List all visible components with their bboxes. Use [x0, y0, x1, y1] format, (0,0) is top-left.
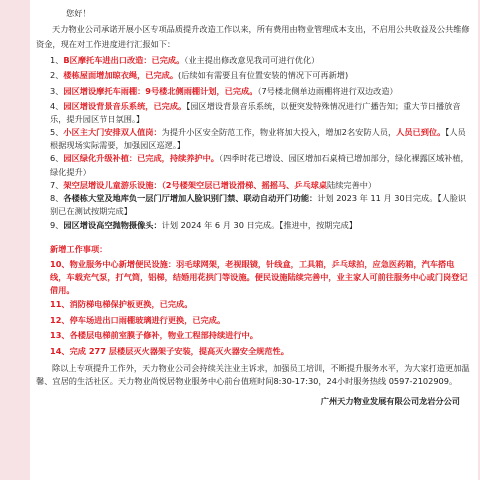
- item-title: 园区增设高空抛物摄像头：: [63, 220, 162, 231]
- item-note-highlight: 人员已到位。: [396, 126, 446, 137]
- item-title: 架空层增设儿童游乐设施：: [63, 179, 162, 190]
- item-note: （业主提出修改意见我司可进行优化）: [184, 54, 320, 65]
- new-item-13: 13、各楼层电梯前室膜子修补，物业工程部持续进行中。: [50, 330, 258, 341]
- item-note: 计划 2023 年 11 月 30日完成。【人脸识别已在测试按期完成】: [50, 192, 467, 217]
- item-note: 【园区增设背景音乐系统，以便突发特殊情况进行广播告知；重大节日播放音乐，提升园区节日氛围。】: [50, 100, 461, 124]
- progress-item-8: 8、各楼栋大堂及地库负一层门厅增加人脸识别门禁、联动自动开门功能：计划 2023 年 11 月 30日完成。【人脸识别已在测试按期完成】: [50, 192, 467, 217]
- closing-paragraph: 除以上专项提升工作外，天力物业公司会持续关注业主诉求，加强员工培训，不断提升服务水平，为大家打造更加温馨、宜居的生活社区。天力物业尚悦居物业服务中心前台值班时间8:30-17:30，24小时服务热线 0597-2102909。: [36, 362, 470, 386]
- progress-item-9: 9、园区增设高空抛物摄像头：计划 2024 年 6 月 30 日完成。【推进中，按期完成】: [50, 220, 358, 231]
- new-item-11: 11、消防梯电梯保护板更换，已完成。: [50, 299, 193, 310]
- item-title: 园区绿化升级补植：已完成，持续养护中。: [63, 153, 219, 164]
- item-title: 园区增设背景音乐系统，已完成。: [63, 100, 187, 111]
- item-title-highlight: （2号楼架空层已增设滑梯、摇摇马、乒乓球桌: [161, 179, 328, 190]
- progress-item-7: 7、架空层增设儿童游乐设施：（2号楼架空层已增设滑梯、摇摇马、乒乓球桌陆续完善中）: [50, 179, 377, 190]
- company-signature: 广州天力物业发展有限公司龙岩分公司: [320, 395, 460, 406]
- progress-item-1: 1、B区摩托车进出口改造：已完成。（业主提出修改意见我司可进行优化）: [50, 54, 320, 65]
- progress-item-2: 2、楼栋屋面增加晾衣绳，已完成。(后续如有需要且有位置安装的情况下可再新增): [50, 70, 349, 81]
- intro-paragraph: 天力物业公司承诺开展小区专项品质提升改造工作以来，所有费用由物业管理成本支出，不启用公共收益及公共维修资金，现在对工作进度进行汇报如下：: [36, 23, 470, 50]
- greeting: 您好！: [66, 8, 91, 18]
- new-item-12: 12、停车场进出口雨棚玻璃进行更换，已完成。: [50, 314, 226, 325]
- item-title: B区摩托车进出口改造：已完成。: [63, 54, 185, 65]
- progress-item-4: 4、园区增设背景音乐系统，已完成。【园区增设背景音乐系统，以便突发特殊情况进行广播告知；重大节日播放音乐，提升园区节日氛围。】: [50, 100, 461, 124]
- item-title: 各楼栋大堂及地库负一层门厅增加人脸识别门禁、联动自动开门功能：: [63, 192, 318, 203]
- item-title: 小区主大门安排双人值岗：: [63, 126, 162, 137]
- item-note-2: 【人员根据现场实际需要，加强园区巡逻。】: [50, 126, 466, 151]
- item-note: 陆续完善中）: [327, 179, 377, 190]
- item-note: 计划 2024 年 6 月 30 日完成。【推进中，按期完成】: [161, 220, 358, 231]
- notice-document: [30, 0, 478, 480]
- item-title: 楼栋屋面增加晾衣绳，已完成。: [63, 70, 179, 81]
- item-note: （四季时花已增设、园区增加石桌椅已增加部分，绿化裸露区域补植，绿化提升）: [50, 153, 469, 177]
- item-title: 园区增设摩托车雨棚：9号楼北侧雨棚计划，已完成。: [63, 85, 258, 96]
- new-item-14: 14、完成 277 层楼层灭火器架子安装，提高灭火器安全规范性。: [50, 345, 289, 356]
- item-note: (后续如有需要且有位置安装的情况下可再新增): [178, 70, 349, 81]
- progress-item-3: 3、园区增设摩托车雨棚：9号楼北侧雨棚计划，已完成。（7号楼北侧单边雨棚将进行双边改造）: [50, 85, 398, 96]
- progress-item-5: 5、小区主大门安排双人值岗：为提升小区安全防范工作，物业将加大投入，增加2名安防人员，人员已到位。【人员根据现场实际需要，加强园区巡逻。】: [50, 126, 466, 151]
- item-note: 为提升小区安全防范工作，物业将加大投入，增加2名安防人员，: [161, 126, 397, 137]
- new-item-10: 10、物业服务中心新增便民设施：羽毛球网架，老视眼镜，针线盒，工具箱，乒乓球拍，应急医药箱，汽车搭电线，车载充气泵，打气筒，铝梯，结婚用花拱门等设施。便民设施陆续完善中，业主家人可前往服务中心或门岗登记借用。: [50, 258, 468, 295]
- new-items-heading: 新增工作事项：: [50, 243, 108, 254]
- item-note: （7号楼北侧单边雨棚将进行双边改造）: [257, 85, 398, 96]
- progress-item-6: 6、园区绿化升级补植：已完成，持续养护中。（四季时花已增设、园区增加石桌椅已增加部分，绿化裸露区域补植，绿化提升）: [50, 153, 469, 177]
